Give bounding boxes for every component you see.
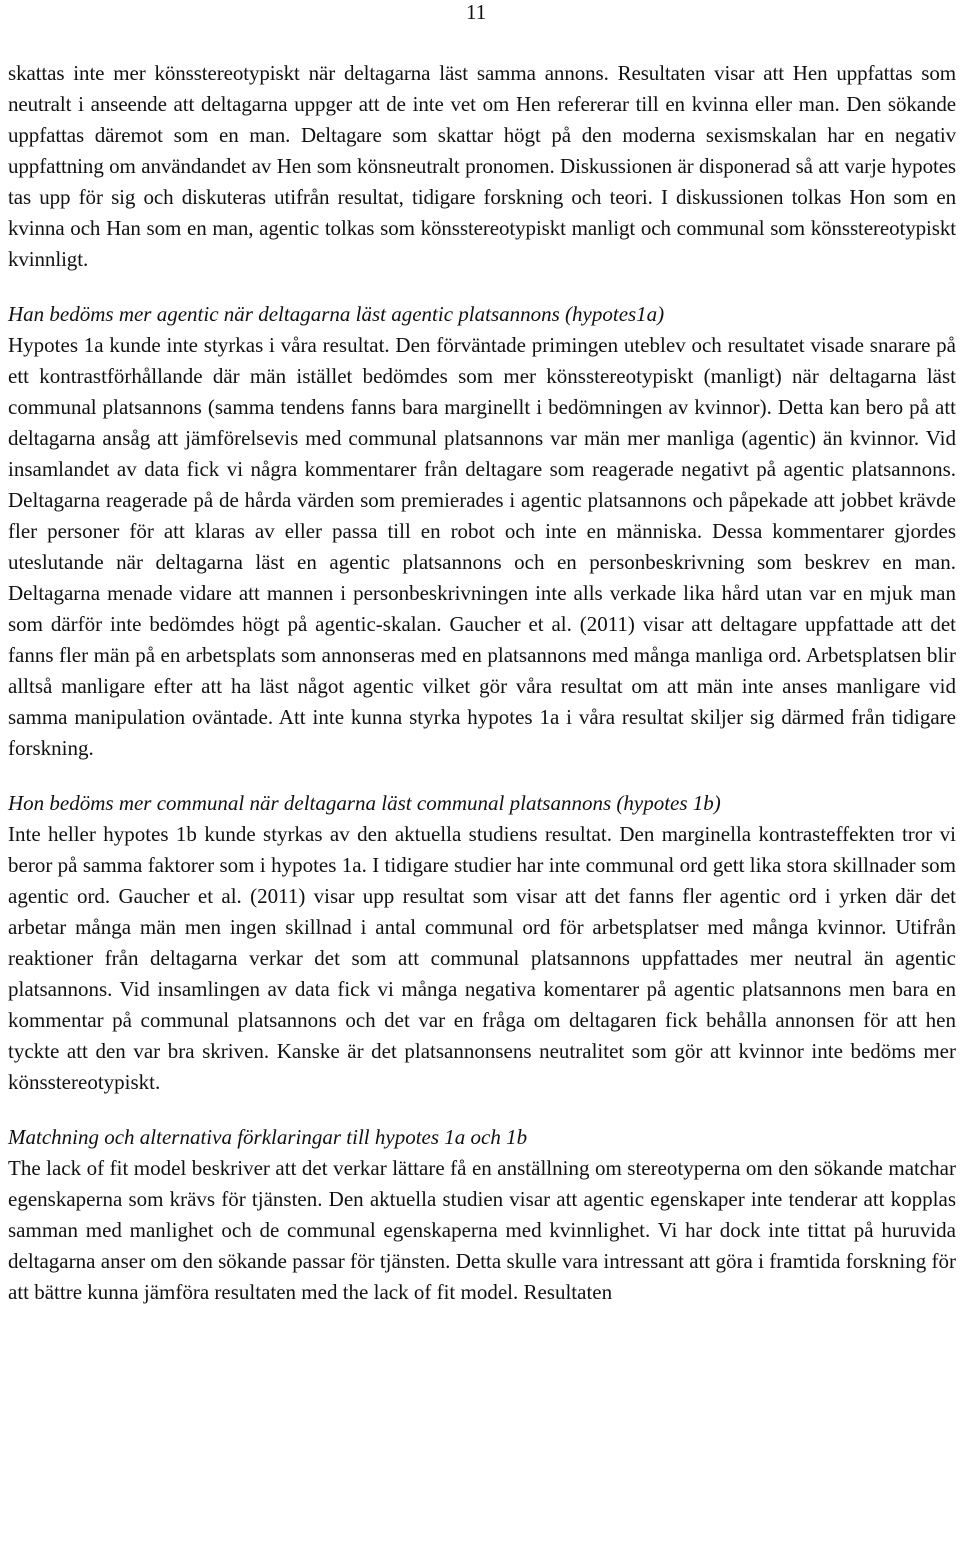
paragraph-matching: The lack of fit model beskriver att det verkar lättare få en anställning om stereotyperna om den sökande matchar egenskaperna som krävs för tjänsten. Den aktuella studien visar att agentic egenskaper inte tenderar att kopplas samman med manlighet och de communal egenskaperna med kvinnlighet. Vi har dock inte tittat på huruvida deltagarna anser om den sökande passar för tjänsten. Detta skulle vara intressant att göra i framtida forskning för att bättre kunna jämföra resultaten med the lack of fit model. Resultaten <box>8 1156 956 1304</box>
paragraph-intro: skattas inte mer könsstereotypiskt när deltagarna läst samma annons. Resultaten visar att Hen uppfattas som neutralt i anseende att deltagarna uppger att de inte vet om Hen refererar till en kvinna eller man. Den sökande uppfattas däremot som en man. Deltagare som skattar högt på den moderna sexismskalan har en negativ uppfattning om användandet av Hen som könsneutralt pronomen. Diskussionen är disponerad så att varje hypotes tas upp för sig och diskuteras utifrån resultat, tidigare forskning och teori. I diskussionen tolkas Hon som en kvinna och Han som en man, agentic tolkas som könsstereotypiskt manligt och communal som könsstereotypiskt kvinnligt. <box>8 61 956 271</box>
page-number: 11 <box>466 0 487 24</box>
section-hypothesis-1b <box>8 788 956 1098</box>
section-hypothesis-1a <box>8 299 956 764</box>
paragraph-hypothesis-1a: Hypotes 1a kunde inte styrkas i våra resultat. Den förväntade primingen uteblev och resultatet visade snarare på ett kontrastförhållande där män istället bedömdes som mer könsstereotypiskt (manligt) när deltagarna läst communal platsannons (samma tendens fanns bara marginellt i bedömningen av kvinnor). Detta kan bero på att deltagarna ansåg att jämförelsevis med communal platsannons var män mer manliga (agentic) än kvinnor. Vid insamlandet av data fick vi några kommentarer från deltagare som reagerade negativt på agentic platsannons. Deltagarna reagerade på de hårda värden som premierades i agentic platsannons och påpekade att jobbet krävde fler personer för att klaras av eller passa till en robot och inte en människa. Dessa kommentarer gjordes uteslutande när deltagarna läst en agentic platsannons och en personbeskrivning som beskrev en man. Deltagarna menade vidare att mannen i personbeskrivningen inte alls verkade lika hård utan var en mjuk man som därför inte bedömdes högt på agentic-skalan. Gaucher et al. (2011) visar att deltagare uppfattade att det fanns fler män på en arbetsplats som annonseras med en platsannons med många manliga ord. Arbetsplatsen blir alltså manligare efter att ha läst något agentic vilket gör våra resultat om att män inte anses manligare vid samma manipulation oväntade. Att inte kunna styrka hypotes 1a i våra resultat skiljer sig därmed från tidigare forskning. <box>8 333 956 760</box>
paragraph-hypothesis-1b: Inte heller hypotes 1b kunde styrkas av den aktuella studiens resultat. Den marginella kontrasteffekten tror vi beror på samma faktorer som i hypotes 1a. I tidigare studier har inte communal ord gett lika stora skillnader som agentic ord. Gaucher et al. (2011) visar upp resultat som visar att det fanns fler agentic ord i yrken där det arbetar många män men ingen skillnad i antal communal ord för arbetsplatser med många kvinnor. Utifrån reaktioner från deltagarna verkar det som att communal platsannons uppfattades mer neutral än agentic platsannons. Vid insamlingen av data fick vi många negativa komentarer på agentic platsannons men bara en kommentar på communal platsannons och det var en fråga om deltagaren fick behålla annonsen för att hen tyckte att den var bra skriven. Kanske är det platsannonsens neutralitet som gör att kvinnor inte bedöms mer könsstereotypiskt. <box>8 822 956 1094</box>
section-heading-matching: Matchning och alternativa förklaringar till hypotes 1a och 1b <box>8 1125 528 1149</box>
document-body <box>8 58 956 1308</box>
section-heading-hypothesis-1a: Han bedöms mer agentic när deltagarna läst agentic platsannons (hypotes1a) <box>8 302 665 326</box>
section-heading-hypothesis-1b: Hon bedöms mer communal när deltagarna läst communal platsannons (hypotes 1b) <box>8 791 721 815</box>
section-matching <box>8 1122 956 1308</box>
